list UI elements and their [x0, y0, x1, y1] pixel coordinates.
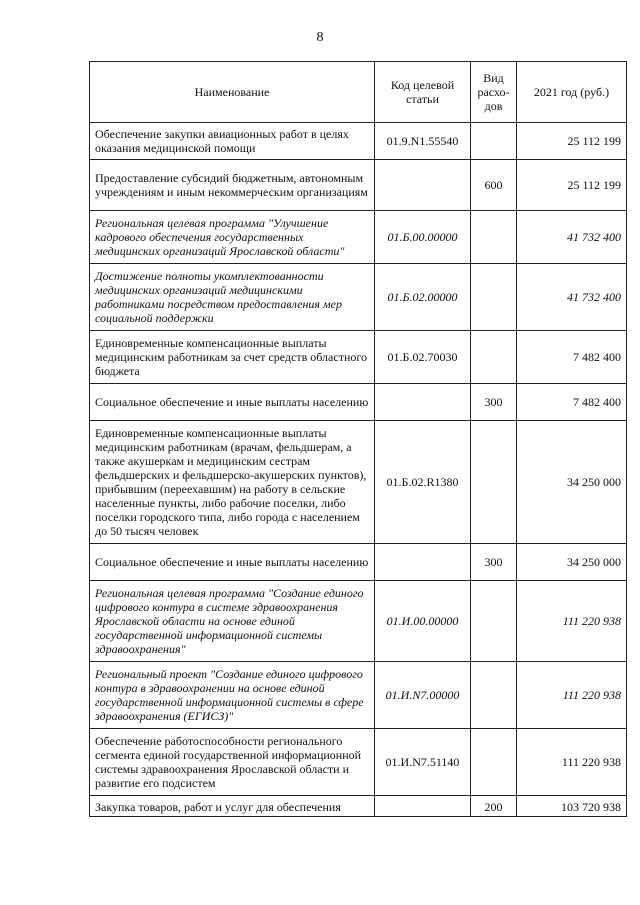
- table-row: [90, 581, 627, 662]
- row-name: Предоставление субсидий бюджетным, автономным учреждениям и иным некоммерческим организациям: [90, 160, 375, 211]
- row-amount: 7 482 400: [517, 384, 627, 421]
- row-code: [375, 544, 471, 581]
- row-code: [375, 796, 471, 817]
- table-row: [90, 264, 627, 331]
- row-code: 01.И.N7.00000: [375, 662, 471, 729]
- table-row: [90, 421, 627, 544]
- row-expense-type: [471, 123, 517, 160]
- row-expense-type: 600: [471, 160, 517, 211]
- row-expense-type: [471, 331, 517, 384]
- header-code: Код целевой статьи: [375, 62, 471, 123]
- row-name: Обеспечение работоспособности регионального сегмента единой государственной информационной системы здравоохранения Ярославской области и развитие его подсистем: [90, 729, 375, 796]
- row-amount: 111 220 938: [517, 662, 627, 729]
- row-expense-type: [471, 421, 517, 544]
- row-code: 01.Б.02.00000: [375, 264, 471, 331]
- row-expense-type: [471, 729, 517, 796]
- row-expense-type: 300: [471, 384, 517, 421]
- row-expense-type: [471, 211, 517, 264]
- row-amount: 41 732 400: [517, 211, 627, 264]
- table-row: [90, 796, 627, 817]
- row-code: 01.Б.02.70030: [375, 331, 471, 384]
- row-code: 01.Б.00.00000: [375, 211, 471, 264]
- row-name: Социальное обеспечение и иные выплаты населению: [90, 384, 375, 421]
- row-expense-type: 200: [471, 796, 517, 817]
- header-type: Вид расхо-дов: [471, 62, 517, 123]
- table-row: [90, 331, 627, 384]
- row-name: Закупка товаров, работ и услуг для обеспечения: [90, 796, 375, 817]
- table-row: [90, 211, 627, 264]
- table-row: [90, 123, 627, 160]
- row-name: Достижение полноты укомплектованности медицинских организаций медицинскими работниками посредством предоставления мер социальной поддержки: [90, 264, 375, 331]
- row-name: Обеспечение закупки авиационных работ в целях оказания медицинской помощи: [90, 123, 375, 160]
- row-expense-type: 300: [471, 544, 517, 581]
- table-row: [90, 384, 627, 421]
- row-name: Региональная целевая программа "Создание единого цифрового контура в системе здравоохранения Ярославской области на основе единой государственной информационной системы здравоохранения": [90, 581, 375, 662]
- row-amount: 103 720 938: [517, 796, 627, 817]
- row-amount: 34 250 000: [517, 544, 627, 581]
- row-amount: 111 220 938: [517, 581, 627, 662]
- row-amount: 111 220 938: [517, 729, 627, 796]
- row-name: Единовременные компенсационные выплаты медицинским работникам за счет средств областного бюджета: [90, 331, 375, 384]
- header-name: Наименование: [90, 62, 375, 123]
- row-code: 01.Б.02.R1380: [375, 421, 471, 544]
- row-expense-type: [471, 581, 517, 662]
- row-name: Единовременные компенсационные выплаты медицинским работникам (врачам, фельдшерам, а также акушеркам и медицинским сестрам фельдшерских и фельдшерско-акушерских пунктов), прибывшим (переехавшим) на работу в сельские населенные пункты, либо рабочие поселки, либо поселки городского типа, либо города с населением до 50 тысяч человек: [90, 421, 375, 544]
- table-row: [90, 662, 627, 729]
- header-amount: 2021 год (руб.): [517, 62, 627, 123]
- row-expense-type: [471, 264, 517, 331]
- row-name: Региональный проект "Создание единого цифрового контура в здравоохранении на основе единой государственной информационной системы в сфере здравоохранения (ЕГИСЗ)": [90, 662, 375, 729]
- table-row: [90, 160, 627, 211]
- row-name: Региональная целевая программа "Улучшение кадрового обеспечения государственных медицинских организаций Ярославской области": [90, 211, 375, 264]
- row-amount: 25 112 199: [517, 123, 627, 160]
- table-row: [90, 544, 627, 581]
- row-code: 01.И.N7.51140: [375, 729, 471, 796]
- row-name: Социальное обеспечение и иные выплаты населению: [90, 544, 375, 581]
- row-code: [375, 160, 471, 211]
- row-code: [375, 384, 471, 421]
- row-amount: 34 250 000: [517, 421, 627, 544]
- table-header-row: [90, 62, 627, 123]
- row-amount: 25 112 199: [517, 160, 627, 211]
- row-expense-type: [471, 662, 517, 729]
- page-number: 8: [316, 30, 324, 45]
- row-code: 01.И.00.00000: [375, 581, 471, 662]
- row-code: 01.9.N1.55540: [375, 123, 471, 160]
- budget-table: [89, 61, 627, 817]
- row-amount: 7 482 400: [517, 331, 627, 384]
- row-amount: 41 732 400: [517, 264, 627, 331]
- table-row: [90, 729, 627, 796]
